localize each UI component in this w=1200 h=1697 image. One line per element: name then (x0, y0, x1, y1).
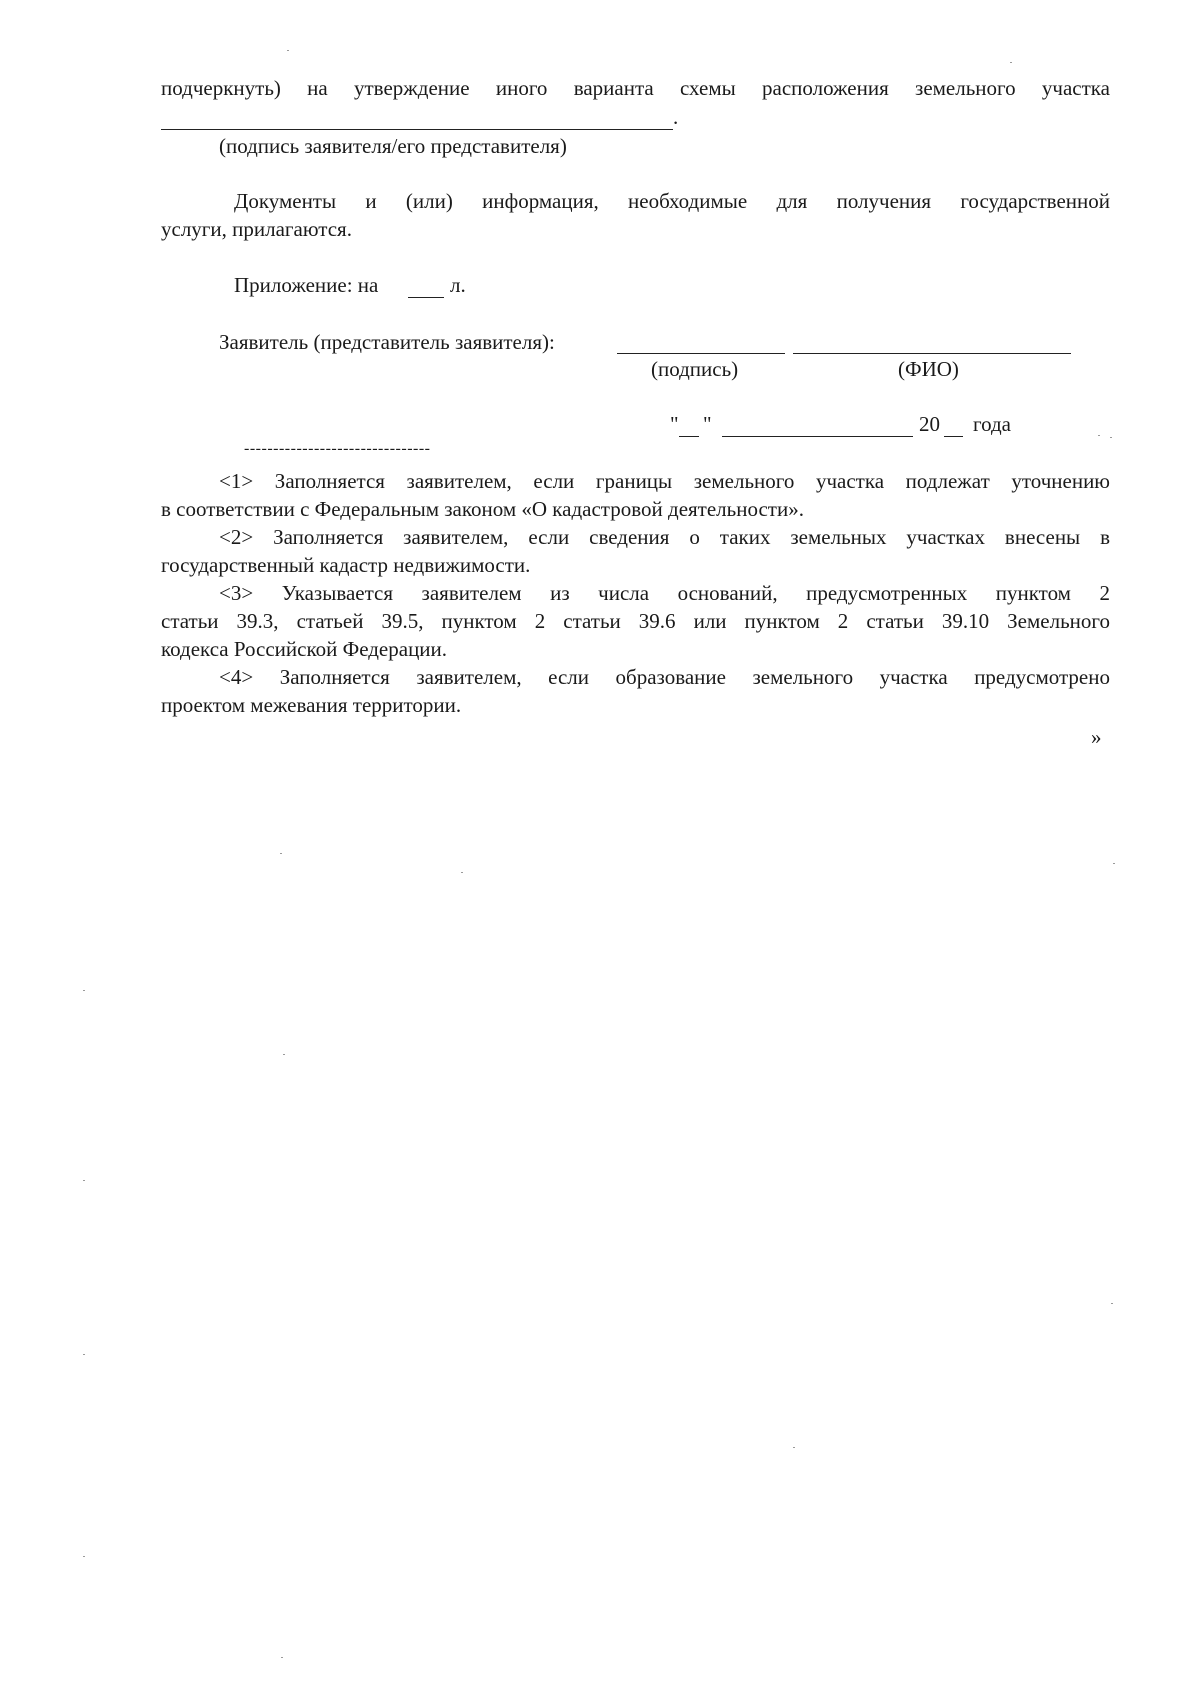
documents-line-2: услуги, прилагаются. (161, 217, 352, 241)
date-year-blank (944, 436, 963, 437)
scan-speck (461, 872, 463, 873)
attachment-sheets-blank (408, 297, 444, 298)
footnote-3-line-3: кодекса Российской Федерации. (161, 637, 448, 661)
signature-underline (161, 129, 673, 130)
closing-quote: » (1091, 725, 1102, 749)
scan-speck (283, 1054, 285, 1055)
caption-signature: (подпись) (651, 357, 739, 381)
scan-speck (1110, 437, 1112, 438)
scan-speck (83, 1354, 85, 1355)
attachment-prefix: Приложение: на (234, 273, 379, 297)
applicant-signature-blank (617, 353, 785, 354)
footnote-3-line-1: <3> Указывается заявителем из числа оснований, предусмотренных пунктом 2 (219, 581, 1110, 605)
footnote-4-line-2: проектом межевания территории. (161, 693, 462, 717)
underline-period: . (673, 105, 679, 129)
option-line: подчеркнуть) на утверждение иного варианта схемы расположения земельного участка (161, 76, 1110, 100)
scan-speck (287, 50, 289, 51)
footnote-separator: -------------------------------- (244, 440, 431, 457)
footnote-2-line-2: государственный кадастр недвижимости. (161, 553, 531, 577)
applicant-fio-blank (793, 353, 1071, 354)
footnote-1-line-2: в соответствии с Федеральным законом «О кадастровой деятельности». (161, 497, 804, 521)
date-year-prefix: 20 (919, 412, 940, 436)
footnote-1-line-1: <1> Заполняется заявителем, если границы земельного участка подлежат уточнению (219, 469, 1110, 493)
caption-fio: (ФИО) (898, 357, 959, 381)
scan-speck (793, 1447, 795, 1448)
date-close-quote: " (703, 412, 712, 436)
scan-speck (83, 1180, 85, 1181)
date-year-suffix: года (973, 412, 1011, 436)
scan-speck (1010, 62, 1012, 63)
signature-caption: (подпись заявителя/его представителя) (219, 134, 567, 158)
applicant-label: Заявитель (представитель заявителя): (219, 330, 555, 354)
scan-speck (83, 1556, 85, 1557)
footnote-3-line-2: статьи 39.3, статьей 39.5, пунктом 2 статьи 39.6 или пунктом 2 статьи 39.10 Земельного (161, 609, 1110, 633)
scan-speck (281, 1657, 283, 1658)
footnote-4-line-1: <4> Заполняется заявителем, если образование земельного участка предусмотрено (219, 665, 1110, 689)
date-open-quote: " (670, 412, 679, 436)
scan-speck (1111, 1303, 1113, 1304)
footnote-2-line-1: <2> Заполняется заявителем, если сведения о таких земельных участках внесены в (219, 525, 1110, 549)
scan-speck (1113, 863, 1115, 864)
scan-speck (280, 853, 282, 854)
date-day-blank (679, 436, 699, 437)
scan-speck (83, 990, 85, 991)
documents-line-1: Документы и (или) информация, необходимые для получения государственной (234, 189, 1110, 213)
scan-speck (1098, 435, 1100, 436)
date-month-blank (722, 436, 913, 437)
attachment-suffix: л. (450, 273, 466, 297)
